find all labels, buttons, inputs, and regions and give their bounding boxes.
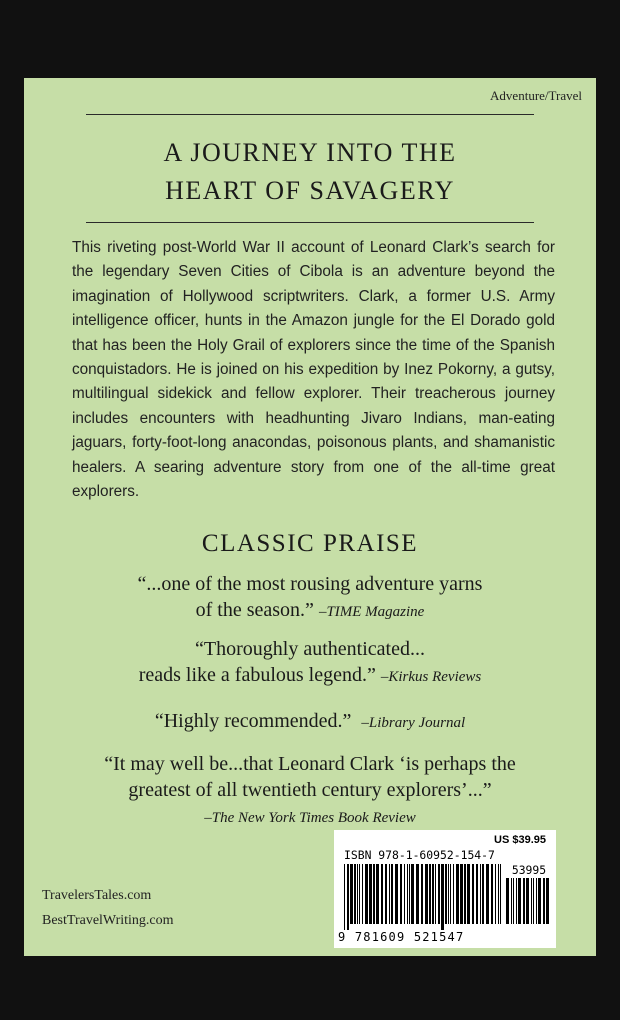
quote-source: –Library Journal <box>361 715 466 731</box>
barcode-bar <box>438 864 440 924</box>
barcode-bar <box>472 864 474 924</box>
barcode-bar <box>533 878 534 924</box>
barcode-bar <box>445 864 447 924</box>
barcode-bar <box>500 864 501 924</box>
barcode-bar <box>365 864 368 924</box>
barcode-bar <box>498 864 499 924</box>
barcode-bar <box>404 864 405 924</box>
barcode-bar <box>376 864 379 924</box>
quote-line: reads like a fabulous legend.” <box>138 664 376 686</box>
price-label: US $39.95 <box>494 834 546 846</box>
barcode-bar <box>486 864 489 924</box>
barcode-bar <box>523 878 525 924</box>
ean-barcode <box>344 864 504 930</box>
barcode-bar <box>400 864 402 924</box>
quote-line: greatest of all twentieth century explorers’...” <box>128 779 492 801</box>
barcode-bar <box>506 878 509 924</box>
barcode-bar <box>432 864 434 924</box>
barcode-bar <box>389 864 390 924</box>
barcode-bar <box>546 878 549 924</box>
addon-barcode <box>506 878 552 930</box>
barcode-bar <box>362 864 363 924</box>
barcode-bar <box>464 864 466 924</box>
barcode-bar <box>350 864 353 924</box>
barcode-bar <box>476 864 478 924</box>
quote-source: –The New York Times Book Review <box>204 810 416 826</box>
barcode-bar <box>526 878 529 924</box>
barcode-bar <box>429 864 431 924</box>
barcode-bar <box>435 864 436 924</box>
barcode-bar <box>456 864 459 924</box>
headline-line-1: A JOURNEY INTO THE <box>163 138 457 167</box>
website-best-travel-writing[interactable]: BestTravelWriting.com <box>42 913 174 928</box>
barcode-bar <box>416 864 419 924</box>
barcode-bar <box>421 864 423 924</box>
back-cover-panel <box>24 78 596 956</box>
barcode-bar <box>460 864 463 924</box>
barcode-bar <box>531 878 532 924</box>
barcode-bar <box>395 864 398 924</box>
isbn-label: ISBN 978-1-60952-154-7 <box>344 848 495 862</box>
barcode-bar <box>538 878 541 924</box>
quote-kirkus <box>24 636 596 690</box>
quote-library-journal <box>24 708 596 736</box>
barcode-bar <box>409 864 410 924</box>
headline-line-2: HEART OF SAVAGERY <box>165 176 455 205</box>
quote-line: “It may well be...that Leonard Clark ‘is perhaps the <box>104 753 516 775</box>
barcode-bar <box>453 864 454 924</box>
barcode-bar <box>373 864 375 924</box>
barcode-bar <box>480 864 481 924</box>
barcode-bar <box>411 864 414 924</box>
praise-heading: CLASSIC PRAISE <box>201 530 419 557</box>
barcode-bar <box>391 864 393 924</box>
barcode-bar <box>482 864 484 924</box>
barcode-bar <box>347 864 349 930</box>
quote-nyt <box>24 751 596 831</box>
barcode-box <box>334 830 556 948</box>
barcode-bar <box>518 878 521 924</box>
barcode-bar <box>359 864 360 924</box>
website-travelers-tales[interactable]: TravelersTales.com <box>42 888 152 903</box>
barcode-bar <box>357 864 358 924</box>
barcode-bar <box>536 878 537 924</box>
quote-source: –TIME Magazine <box>318 604 425 620</box>
quote-line: “Highly recommended.” <box>154 710 352 732</box>
barcode-bar <box>516 878 517 924</box>
barcode-bar <box>491 864 493 924</box>
barcode-bar <box>450 864 451 924</box>
headline-bottom-rule <box>86 222 534 223</box>
headline <box>24 134 596 210</box>
barcode-bar <box>381 864 383 924</box>
genre-label: Adventure/Travel <box>490 88 582 103</box>
barcode-bar <box>344 864 345 930</box>
barcode-bar <box>354 864 356 924</box>
barcode-bar <box>441 864 444 930</box>
quote-line: “...one of the most rousing adventure yarns <box>137 573 483 595</box>
barcode-bar <box>385 864 387 924</box>
barcode-bar <box>407 864 408 924</box>
addon-number: 53995 <box>511 863 547 877</box>
ean-number: 9 781609 521547 <box>338 930 465 944</box>
quote-source: –Kirkus Reviews <box>380 669 482 685</box>
quote-time <box>24 571 596 625</box>
barcode-bar <box>513 878 514 924</box>
headline-top-rule <box>86 114 534 115</box>
barcode-bar <box>467 864 470 924</box>
barcode-bar <box>369 864 372 924</box>
quote-line: of the season.” <box>195 599 314 621</box>
blurb-text: This riveting post-World War II account of Leonard Clark’s search for the legendary Seven Cities of Cibola is an adventure beyond the imagination of Hollywood scriptwriters. Clark, a former U.S. Army intelligence officer, hunts in the Amazon jungle for the El Dorado gold that has been the Holy Grail of explorers since the time of the Spanish conquistadors. He is joined on his expedition by Inez Pokorny, a gutsy, multilingual sidekick and fellow explorer. Their treacherous journey includes encounters with headhunting Jivaro Indians, man-eating jaguars, forty-foot-long anacondas, poisonous plants, and shamanistic healers. A searing adventure story from one of the all-time great explorers. <box>72 239 555 501</box>
barcode-bar <box>448 864 449 924</box>
barcode-bar <box>495 864 496 924</box>
barcode-bar <box>543 878 545 924</box>
barcode-bar <box>425 864 428 924</box>
barcode-bar <box>511 878 512 924</box>
quote-line: “Thoroughly authenticated... <box>195 638 425 660</box>
